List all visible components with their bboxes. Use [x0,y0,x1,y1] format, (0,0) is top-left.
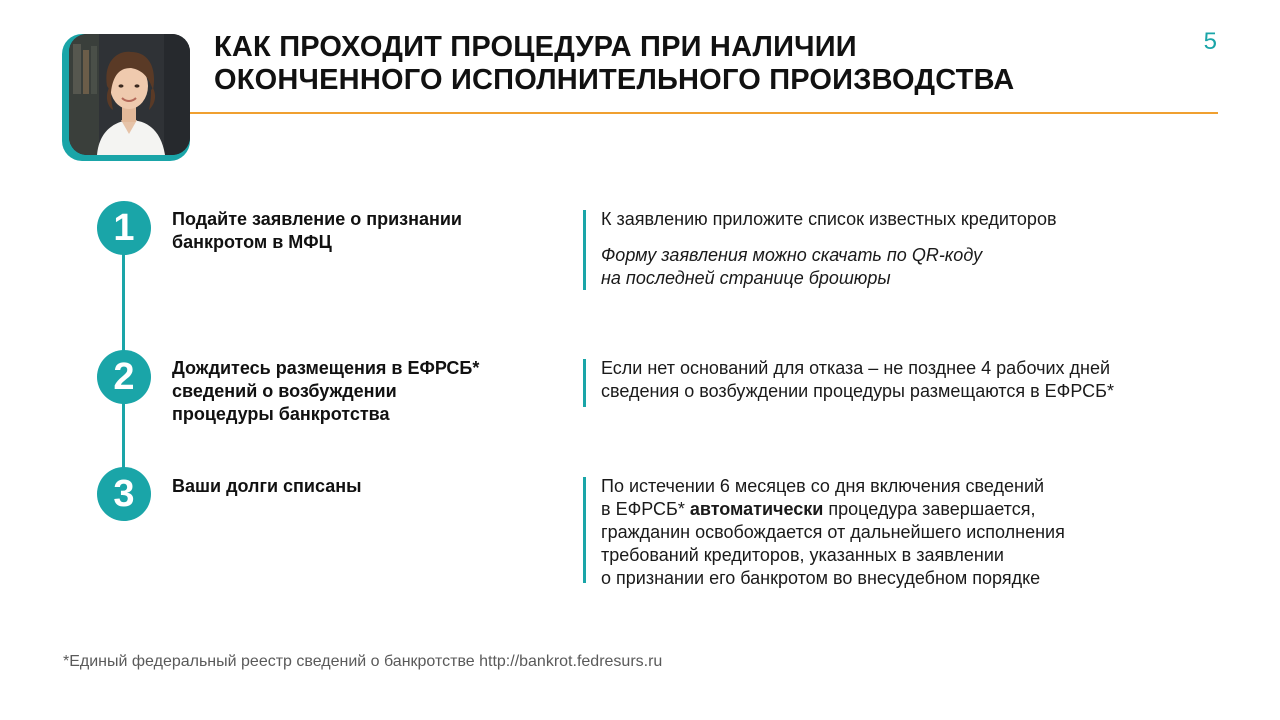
title-divider [190,112,1218,114]
page-title-line-1: КАК ПРОХОДИТ ПРОЦЕДУРА ПРИ НАЛИЧИИ [214,31,857,63]
step-1-title-line: Подайте заявление о признании [172,209,462,229]
step-2-title-line: Дождитесь размещения в ЕФРСБ* [172,358,480,378]
step-1-number-badge: 1 [97,201,151,255]
step-2-number-badge: 2 [97,350,151,404]
step-1-detail-bar [583,210,586,290]
step-3-detail-suffix: процедура завершается, [823,499,1036,519]
step-2-title-line: процедуры банкротства [172,404,390,424]
step-3-detail-prefix: в ЕФРСБ* [601,499,690,519]
step-3-detail-line: гражданин освобождается от дальнейшего исполнения [601,522,1065,542]
step-2-title-line: сведений о возбуждении [172,381,397,401]
portrait-photo [69,34,190,155]
step-2-detail-line: Если нет оснований для отказа – не позднее 4 рабочих дней [601,358,1111,378]
woman-portrait-image [69,34,190,155]
step-3-detail-emphasis: автоматически [689,499,824,519]
step-2-detail [601,357,1241,403]
step-3-detail-line: По истечении 6 месяцев со дня включения сведений [601,476,1045,496]
step-1-detail-note: на последней странице брошюры [601,268,891,288]
page-title-line-2: ОКОНЧЕННОГО ИСПОЛНИТЕЛЬНОГО ПРОИЗВОДСТВА [214,64,1015,96]
footnote: *Единый федеральный реестр сведений о банкротстве http://bankrot.fedresurs.ru [63,653,663,670]
step-2-title [172,357,542,426]
step-3-title [172,475,542,498]
step-1-detail [601,208,1241,290]
photo-frame [62,34,190,161]
step-3-title-line: Ваши долги списаны [172,476,362,496]
page-title [214,31,1114,97]
step-1-title-line: банкротом в МФЦ [172,232,332,252]
step-3-detail [601,475,1241,590]
step-1-detail-main: К заявлению приложите список известных кредиторов [601,209,1057,229]
step-3-detail-line: о признании его банкротом во внесудебном порядке [601,568,1041,588]
step-1-detail-note: Форму заявления можно скачать по QR-коду [601,245,983,265]
step-1-title [172,208,542,254]
step-3-detail-line: требований кредиторов, указанных в заявлении [601,545,1004,565]
step-3-number-badge: 3 [97,467,151,521]
page-number: 5 [1203,28,1217,55]
step-3-detail-line [601,498,1241,521]
step-2-detail-line: сведения о возбуждении процедуры размещаются в ЕФРСБ* [601,381,1114,401]
step-3-detail-bar [583,477,586,583]
step-2-detail-bar [583,359,586,407]
